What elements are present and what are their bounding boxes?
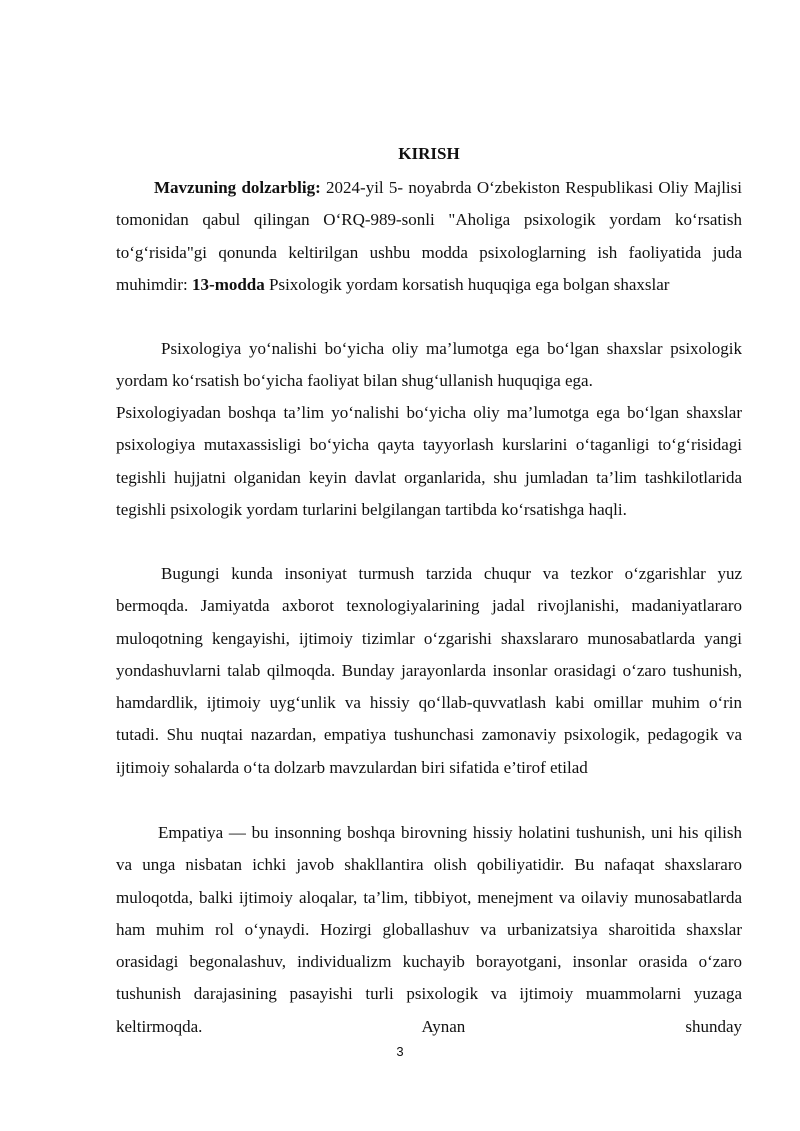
relevance-text-1: 2024-yil 5- noyabrda O‘zbekiston Respublikasi Oliy Majlisi tomonidan qabul qilingan O‘RQ-989-sonli "Aholiga psixologik yordam ko‘rsatish to‘g‘risida"gi qonunda keltirilgan ushbu modda psixologlarning ish faoliyatida juda muhimdir: [116, 178, 742, 294]
relevance-text-2: Psixologik yordam korsatish huquqiga ega bolgan shaxslar [264, 274, 670, 294]
paragraph-relevance [116, 172, 742, 301]
paragraph-psychology-degree: Psixologiya yo‘nalishi bo‘yicha oliy ma’lumotga ega bo‘lgan shaxslar psixologik yordam ko‘rsatish bo‘yicha faoliyat bilan shug‘ullanish huquqiga ega. [116, 339, 742, 391]
article-13-label: 13-modda [192, 274, 265, 294]
page-number: 3 [396, 1044, 404, 1059]
paragraph-empathy-definition: Empatiya — bu insonning boshqa birovning hissiy holatini tushunish, uni his qilish va unga nisbatan ichki javob shakllantira olish qobiliyatidir. Bu nafaqat shaxslararo muloqotda, balki ijtimoiy aloqalar, ta’lim, tibbiyot, menejment va oilaviy munosabatlarda ham muhim rol o‘ynaydi. Hozirgi globallashuv va urbanizatsiya sharoitida shaxslar orasidagi begonalashuv, individualizm kuchayib borayotgani, insonlar orasida o‘zaro tushunish darajasining pasayishi turli psixologik va ijtimoiy muammolarni yuzaga keltirmoqda. Aynan shunday [116, 823, 742, 1036]
section-title: KIRISH [398, 144, 460, 163]
paragraph-modern-changes: Bugungi kunda insoniyat turmush tarzida chuqur va tezkor o‘zgarishlar yuz bermoqda. Jamiyatda axborot texnologiyalarining jadal rivojlanishi, madaniyatlararo muloqotning kengayishi, ijtimoiy tizimlar o‘zgarishi shaxslararo munosabatlarda yangi yondashuvlarni talab qilmoqda. Bunday jarayonlarda insonlar orasidagi o‘zaro tushunish, hamdardlik, ijtimoiy uyg‘unlik va hissiy qo‘llab-quvvatlash kabi omillar muhim o‘rin tutadi. Shu nuqtai nazardan, empatiya tushunchasi zamonaviy psixologik, pedagogik va ijtimoiy sohalarda o‘ta dolzarb mavzulardan biri sifatida e’tirof etilad [116, 564, 742, 777]
paragraph-retraining: Psixologiyadan boshqa ta’lim yo‘nalishi bo‘yicha oliy ma’lumotga ega bo‘lgan shaxslar psixologiya mutaxassisligi bo‘yicha qayta tayyorlash kurslarini o‘taganligi to‘g‘risidagi tegishli hujjatni olganidan keyin davlat organlarida, shu jumladan ta’lim tashkilotlarida tegishli psixologik yordam turlarini belgilangan tartibda ko‘rsatishga haqli. [116, 403, 742, 519]
relevance-lead: Mavzuning dolzarblig: [154, 178, 321, 197]
